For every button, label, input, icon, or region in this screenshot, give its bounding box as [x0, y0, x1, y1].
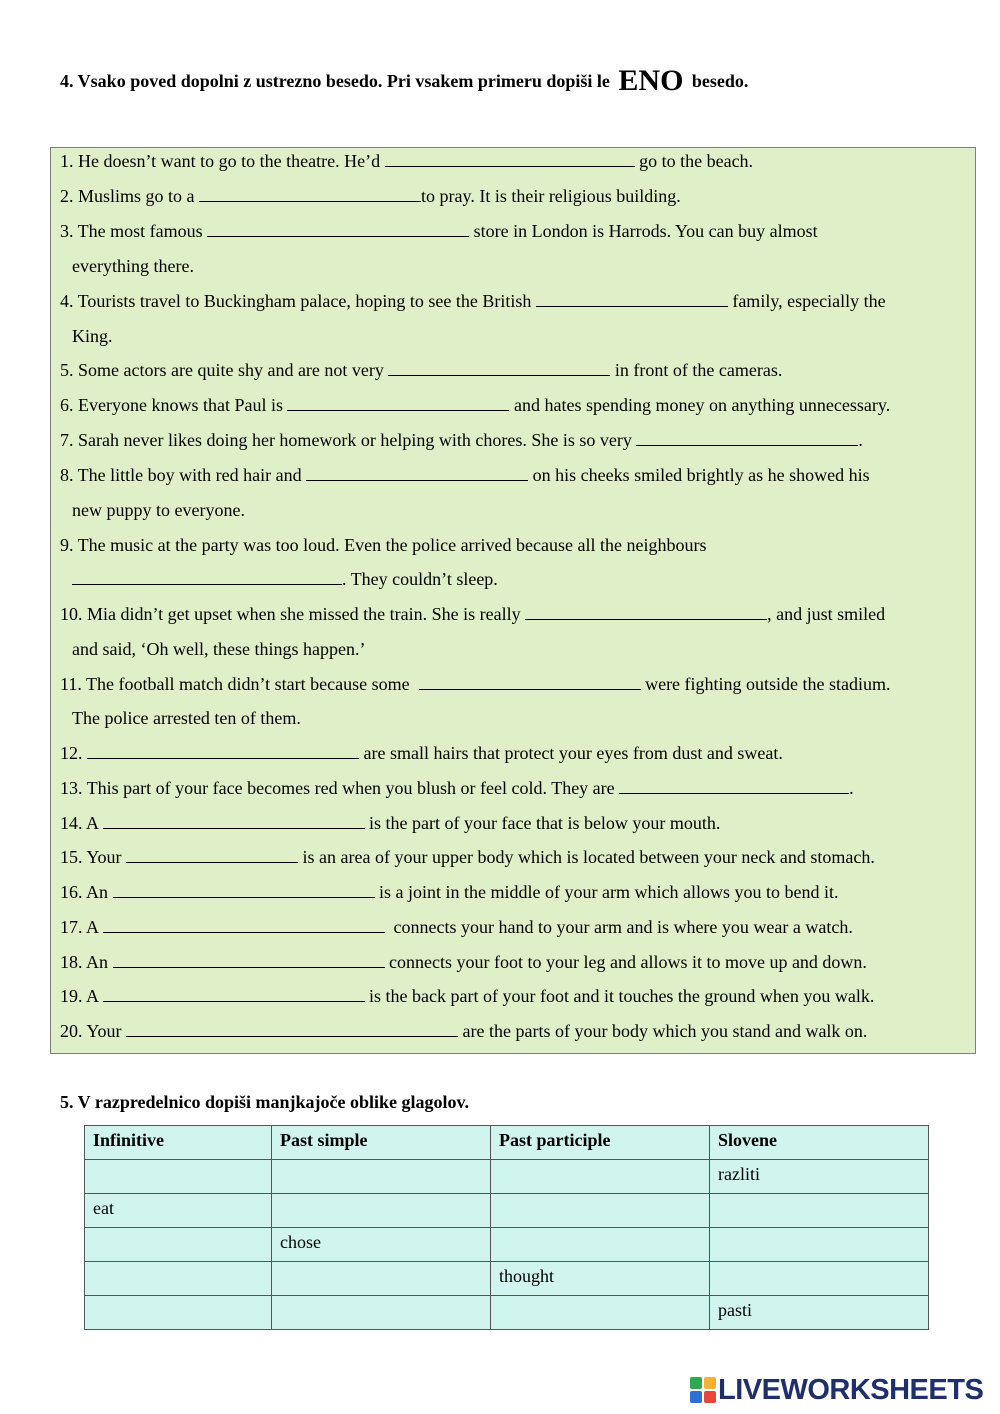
answer-blank-1[interactable] [385, 150, 635, 167]
table-cell: razliti [710, 1160, 929, 1194]
sentence-6: 6. Everyone knows that Paul is and hates spending money on anything unnecessary. [60, 395, 891, 415]
sentence-12: 12. are small hairs that protect your eyes from dust and sweat. [60, 743, 783, 763]
table-cell[interactable] [85, 1296, 272, 1330]
header-past-simple: Past simple [272, 1126, 491, 1160]
answer-blank-5[interactable] [388, 359, 610, 376]
table-cell[interactable] [491, 1194, 710, 1228]
answer-blank-11[interactable] [419, 673, 641, 690]
table-cell[interactable] [710, 1228, 929, 1262]
answer-blank-13[interactable] [619, 777, 849, 794]
table-row [85, 1296, 929, 1330]
answer-blank-14[interactable] [103, 812, 365, 829]
sentence-4-cont: King. [72, 326, 113, 346]
sentence-9: 9. The music at the party was too loud. Even the police arrived because all the neighbours [60, 535, 707, 555]
answer-blank-7[interactable] [636, 429, 858, 446]
sentence-10-cont: and said, ‘Oh well, these things happen.’ [72, 639, 366, 659]
sentence-11: 11. The football match didn’t start because some were fighting outside the stadium. [60, 674, 891, 694]
table-header-row [85, 1126, 929, 1160]
answer-blank-4[interactable] [536, 290, 728, 307]
sentence-8-cont: new puppy to everyone. [72, 500, 245, 520]
sentence-11-cont: The police arrested ten of them. [72, 708, 301, 728]
sentence-8: 8. The little boy with red hair and on his cheeks smiled brightly as he showed his [60, 465, 870, 485]
exercise-4-title [60, 64, 748, 98]
table-row [85, 1262, 929, 1296]
sentence-13: 13. This part of your face becomes red when you blush or feel cold. They are . [60, 778, 854, 798]
table-cell[interactable] [491, 1296, 710, 1330]
logo-square [690, 1377, 702, 1389]
sentence-10: 10. Mia didn’t get upset when she missed the train. She is really , and just smiled [60, 604, 886, 624]
verb-forms-table [84, 1125, 929, 1330]
sentence-7: 7. Sarah never likes doing her homework or helping with chores. She is so very . [60, 430, 863, 450]
table-cell: chose [272, 1228, 491, 1262]
sentence-20: 20. Your are the parts of your body which you stand and walk on. [60, 1021, 868, 1041]
sentence-14: 14. A is the part of your face that is below your mouth. [60, 813, 721, 833]
table-row [85, 1160, 929, 1194]
logo-square [704, 1391, 716, 1403]
sentence-9-cont: . They couldn’t sleep. [72, 568, 498, 590]
table-cell[interactable] [85, 1262, 272, 1296]
table-cell[interactable] [272, 1194, 491, 1228]
title-eno: ENO [618, 64, 684, 97]
header-past-participle: Past participle [491, 1126, 710, 1160]
sentence-3: 3. The most famous store in London is Harrods. You can buy almost [60, 221, 818, 241]
answer-blank-15[interactable] [126, 846, 298, 863]
table-cell[interactable] [85, 1160, 272, 1194]
title-end: besedo. [691, 71, 749, 91]
logo-text: LIVEWORKSHEETS [718, 1373, 984, 1406]
sentence-15: 15. Your is an area of your upper body which is located between your neck and stomach. [60, 847, 875, 867]
table-cell[interactable] [710, 1262, 929, 1296]
table-cell: pasti [710, 1296, 929, 1330]
answer-blank-8[interactable] [306, 464, 528, 481]
sentence-2: 2. Muslims go to a to pray. It is their religious building. [60, 186, 681, 206]
table-cell[interactable] [272, 1296, 491, 1330]
table-row [85, 1194, 929, 1228]
logo-square [690, 1391, 702, 1403]
answer-blank-17[interactable] [103, 916, 385, 933]
table-cell[interactable] [491, 1228, 710, 1262]
answer-blank-20[interactable] [126, 1020, 458, 1037]
answer-blank-3[interactable] [207, 220, 469, 237]
answer-blank-16[interactable] [113, 881, 375, 898]
sentence-19: 19. A is the back part of your foot and it touches the ground when you walk. [60, 986, 875, 1006]
table-row [85, 1228, 929, 1262]
exercise-5-title: 5. V razpredelnico dopiši manjkajoče oblike glagolov. [60, 1092, 470, 1112]
sentence-4: 4. Tourists travel to Buckingham palace, hoping to see the British family, especially the [60, 291, 886, 311]
sentence-16: 16. An is a joint in the middle of your arm which allows you to bend it. [60, 882, 839, 902]
sentence-5: 5. Some actors are quite shy and are not very in front of the cameras. [60, 360, 783, 380]
answer-blank-18[interactable] [113, 951, 385, 968]
table-cell[interactable] [710, 1194, 929, 1228]
table-cell: eat [85, 1194, 272, 1228]
answer-blank-2[interactable] [199, 185, 421, 202]
answer-blank-19[interactable] [103, 985, 365, 1002]
title-text: 4. Vsako poved dopolni z ustrezno besedo. Pri vsakem primeru dopiši le [60, 71, 610, 91]
header-infinitive: Infinitive [85, 1126, 272, 1160]
header-slovene: Slovene [710, 1126, 929, 1160]
liveworksheets-logo[interactable] [690, 1374, 983, 1406]
answer-blank-6[interactable] [287, 394, 509, 411]
table-cell[interactable] [491, 1160, 710, 1194]
sentence-17: 17. A connects your hand to your arm and is where you wear a watch. [60, 917, 853, 937]
answer-blank-12[interactable] [87, 742, 359, 759]
sentence-3-cont: everything there. [72, 256, 194, 276]
answer-blank-9[interactable] [72, 568, 342, 585]
sentence-18: 18. An connects your foot to your leg and allows it to move up and down. [60, 952, 867, 972]
sentence-1: 1. He doesn’t want to go to the theatre. He’d go to the beach. [60, 151, 754, 171]
answer-blank-10[interactable] [525, 603, 767, 620]
liveworksheets-logo-icon [690, 1377, 716, 1403]
table-cell[interactable] [272, 1262, 491, 1296]
logo-square [704, 1377, 716, 1389]
table-cell[interactable] [272, 1160, 491, 1194]
table-cell[interactable] [85, 1228, 272, 1262]
table-cell: thought [491, 1262, 710, 1296]
